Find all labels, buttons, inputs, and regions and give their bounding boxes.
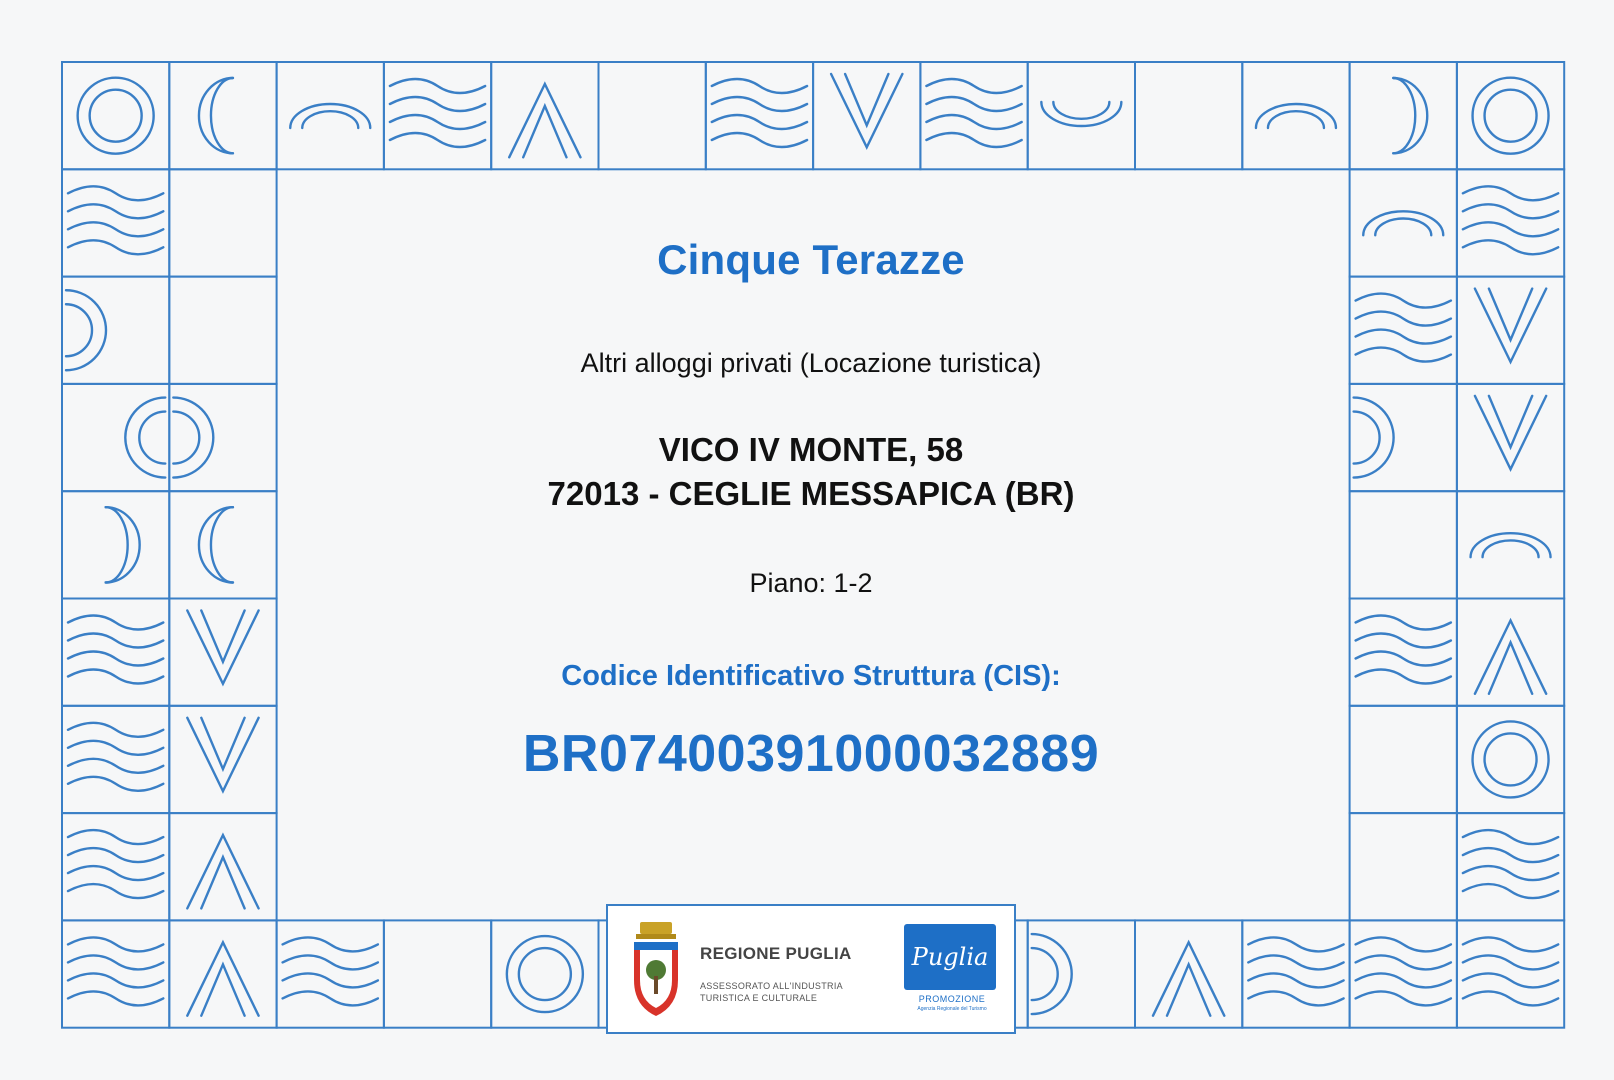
floor-info: Piano: 1-2 (749, 568, 873, 598)
cis-code: BR07400391000032889 (522, 725, 1100, 783)
structure-type: Altri alloggi privati (Locazione turistica) (580, 348, 1042, 378)
structure-name: Cinque Terazze (657, 236, 965, 283)
cis-label: Codice Identificativo Struttura (CIS): (561, 660, 1061, 692)
puglia-promozione-logo (904, 924, 1000, 1012)
puglia-logo-mark: Puglia (904, 924, 996, 990)
address-city: 72013 - CEGLIE MESSAPICA (BR) (547, 475, 1075, 512)
promo-tagline: Agenzia Regionale del Turismo (917, 1006, 987, 1012)
regione-puglia-crest-icon (626, 920, 686, 1020)
address-street: VICO IV MONTE, 58 (658, 431, 964, 468)
address (278, 428, 1344, 516)
promo-label: PROMOZIONE (918, 994, 986, 1004)
region-name: REGIONE PUGLIA (700, 944, 852, 963)
footer-logos (606, 904, 1016, 1034)
certificate-content (278, 172, 1344, 912)
region-subtitle: ASSESSORATO ALL'INDUSTRIA TURISTICA E CULTURALE (700, 981, 843, 1003)
